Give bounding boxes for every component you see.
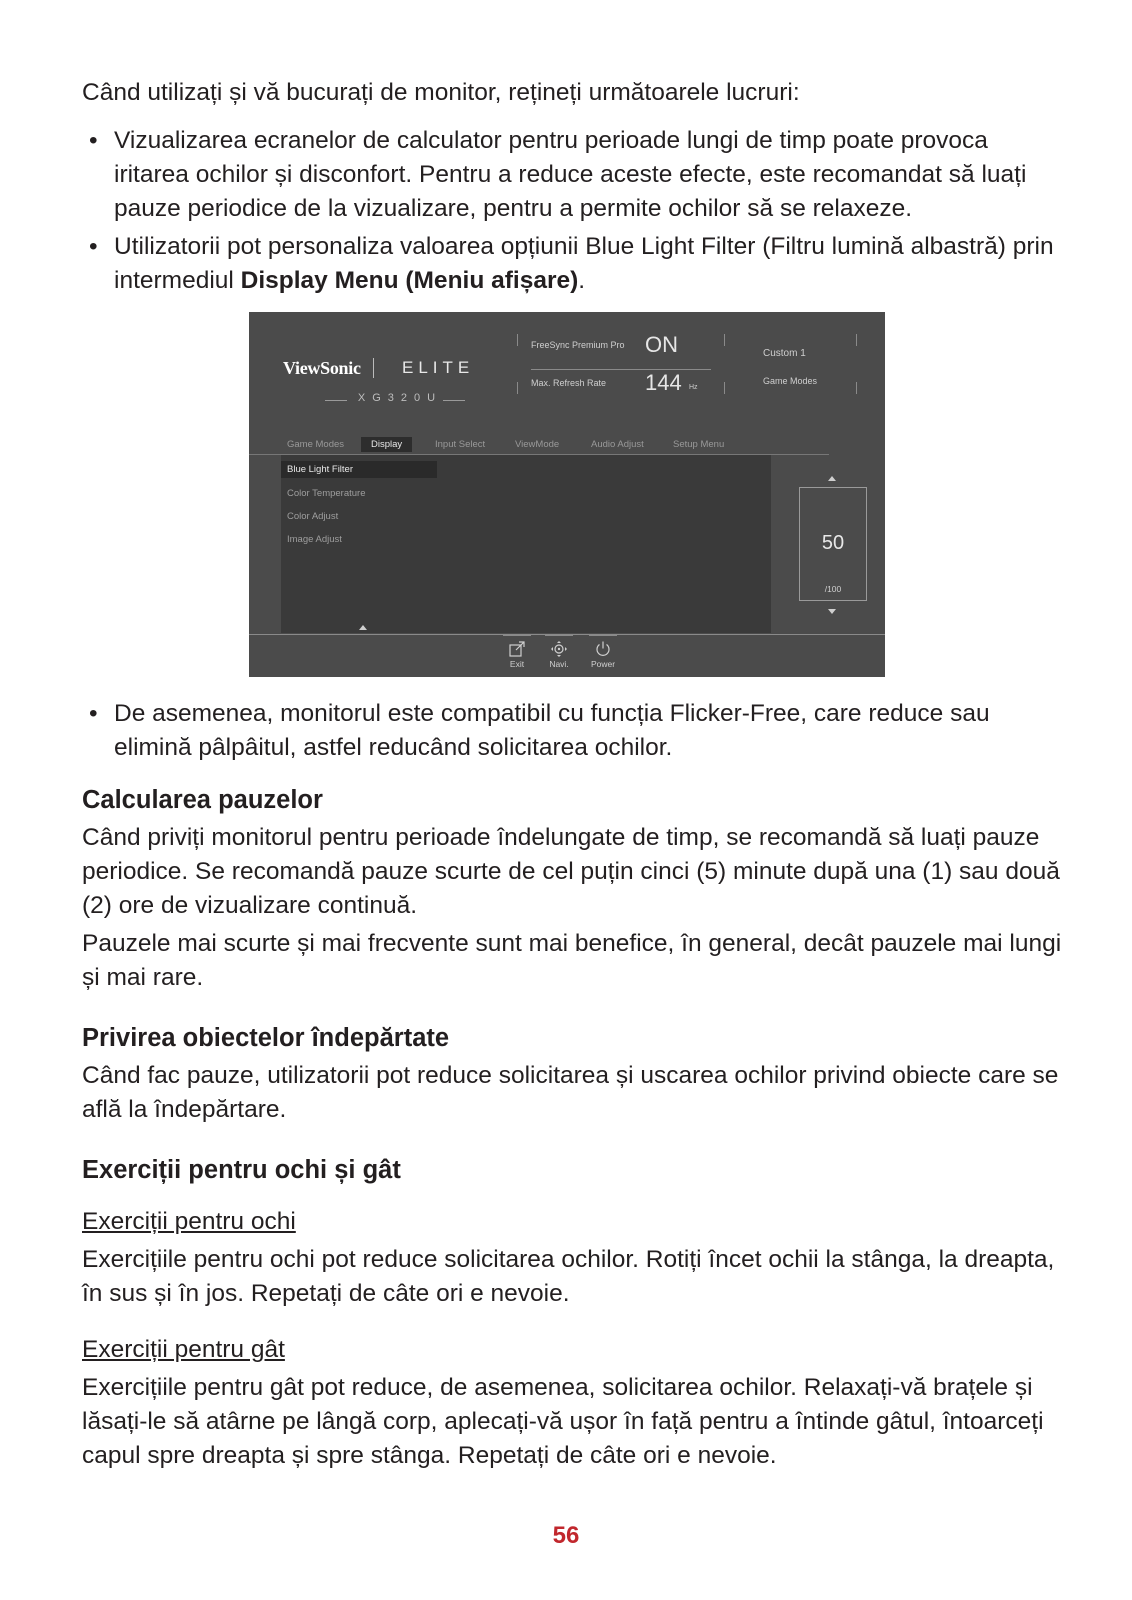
- bullet-item: [82, 697, 1062, 765]
- tab-viewmode[interactable]: ViewMode: [515, 439, 560, 450]
- bullet-dot: •: [89, 233, 98, 260]
- scroll-up-icon: [359, 625, 367, 630]
- navi-button[interactable]: [545, 634, 573, 669]
- refresh-value: 144: [645, 370, 682, 395]
- divider: [443, 400, 465, 401]
- tab-input-select[interactable]: Input Select: [435, 439, 486, 450]
- filter-value: 50: [821, 532, 845, 554]
- bullet-text: De asemenea, monitorul este compatibil cu funcția Flicker-Free, care reduce sau elimină pâlpâitul, astfel reducând solicitarea ochilor.: [114, 700, 990, 761]
- button-bar: [503, 634, 531, 636]
- button-label: Exit: [509, 659, 525, 669]
- divider: [724, 334, 725, 346]
- bullet-list-flicker: [82, 697, 1062, 765]
- bullet-dot: •: [89, 127, 98, 154]
- tab-audio-adjust[interactable]: Audio Adjust: [591, 439, 644, 450]
- osd-menu-figure: [249, 312, 885, 677]
- menu-item-image-adjust[interactable]: Image Adjust: [287, 534, 342, 545]
- menu-panel: [281, 455, 771, 633]
- page-content: [82, 76, 1062, 1473]
- exit-button[interactable]: [503, 634, 531, 669]
- power-icon: [589, 640, 617, 658]
- divider: [724, 382, 725, 394]
- section-title-exercises: Exerciții pentru ochi și gât: [82, 1156, 401, 1184]
- tab-bar: [249, 436, 885, 454]
- paragraph: Când fac pauze, utilizatorii pot reduce solicitarea și uscarea ochilor privind obiecte care se află la îndepărtare.: [82, 1062, 1059, 1123]
- bullet-text: Utilizatorii pot personaliza valoarea opțiunii Blue Light Filter (Filtru lumină albastră) prin intermediul: [114, 233, 1054, 294]
- page-number: 56: [552, 1522, 580, 1549]
- divider: [517, 382, 518, 394]
- elite-logo: ELITE: [402, 358, 475, 377]
- freesync-value: ON: [645, 332, 678, 357]
- section-title-distant: Privirea obiectelor îndepărtate: [82, 1024, 450, 1052]
- subtitle-neck: Exerciții pentru gât: [82, 1336, 285, 1363]
- button-label: Navi.: [549, 659, 569, 669]
- subtitle-eyes: Exerciții pentru ochi: [82, 1208, 296, 1235]
- section-title-pauze: Calcularea pauzelor: [82, 786, 323, 814]
- navigation-icon: [545, 640, 573, 658]
- value-box[interactable]: [799, 487, 867, 601]
- bullet-dot: •: [89, 700, 98, 727]
- bullet-text: Vizualizarea ecranelor de calculator pentru perioade lungi de timp poate provoca iritarea ochilor și disconfort. Pentru a reduce aceste efecte, este recomandat să luați pauze periodice de la vizualizare, pentru a permite ochilor să se relaxeze.: [114, 127, 1027, 222]
- divider: [531, 369, 711, 370]
- menu-item-color-adjust[interactable]: Color Adjust: [287, 511, 339, 522]
- game-mode-label: Game Modes: [763, 376, 818, 386]
- intro-text: Când utilizați și vă bucurați de monitor, rețineți următoarele lucruri:: [82, 79, 800, 106]
- brand-divider: [373, 358, 374, 378]
- exit-icon: [503, 640, 531, 658]
- button-label: Power: [590, 659, 616, 669]
- brand-logo: ViewSonic: [283, 358, 361, 378]
- bullet-text-end: .: [578, 267, 586, 294]
- decrease-icon[interactable]: [828, 609, 836, 614]
- increase-icon[interactable]: [828, 476, 836, 481]
- button-bar: [589, 634, 617, 636]
- filter-max: /100: [824, 584, 842, 594]
- menu-item-blue-light-filter[interactable]: Blue Light Filter: [281, 461, 437, 478]
- refresh-unit: Hz: [689, 384, 698, 391]
- refresh-label: Max. Refresh Rate: [531, 378, 607, 388]
- paragraph: Pauzele mai scurte și mai frecvente sunt mai benefice, în general, decât pauzele mai lungi și mai rare.: [82, 930, 1062, 991]
- bullet-list-top: [82, 124, 1062, 298]
- divider: [856, 334, 857, 346]
- paragraph: Exercițiile pentru ochi pot reduce solicitarea ochilor. Rotiți încet ochii la stânga, la dreapta, în sus și în jos. Repetați de câte ori e nevoie.: [82, 1246, 1055, 1307]
- bullet-item: [82, 124, 1062, 226]
- bullet-item: [82, 230, 1062, 298]
- model-name: XG320U: [357, 392, 443, 404]
- paragraph: Când priviți monitorul pentru perioade îndelungate de timp, se recomandă să luați pauze periodice. Se recomandă pauze scurte de cel puțin cinci (5) minute după una (1) sau două (2) ore de vizualizare continuă.: [82, 824, 1060, 919]
- game-mode-value: Custom 1: [763, 348, 806, 359]
- divider: [856, 382, 857, 394]
- menu-item-color-temperature[interactable]: Color Temperature: [287, 488, 366, 499]
- tab-display[interactable]: Display: [361, 437, 412, 452]
- tab-game-modes[interactable]: Game Modes: [287, 439, 345, 450]
- freesync-label: FreeSync Premium Pro: [531, 340, 625, 350]
- power-button[interactable]: [589, 634, 617, 669]
- tab-setup-menu[interactable]: Setup Menu: [673, 439, 725, 450]
- button-bar: [545, 634, 573, 636]
- paragraph: Exercițiile pentru gât pot reduce, de asemenea, solicitarea ochilor. Relaxați-vă brațele și lăsați-le să atârne pe lângă corp, aplecați-vă ușor în față pentru a întinde gâtul, întoarceți capul spre dreapta și spre stânga. Repetați de câte ori e nevoie.: [82, 1374, 1044, 1469]
- display-menu-ref: Display Menu (Meniu afișare): [240, 267, 579, 294]
- divider: [517, 334, 518, 346]
